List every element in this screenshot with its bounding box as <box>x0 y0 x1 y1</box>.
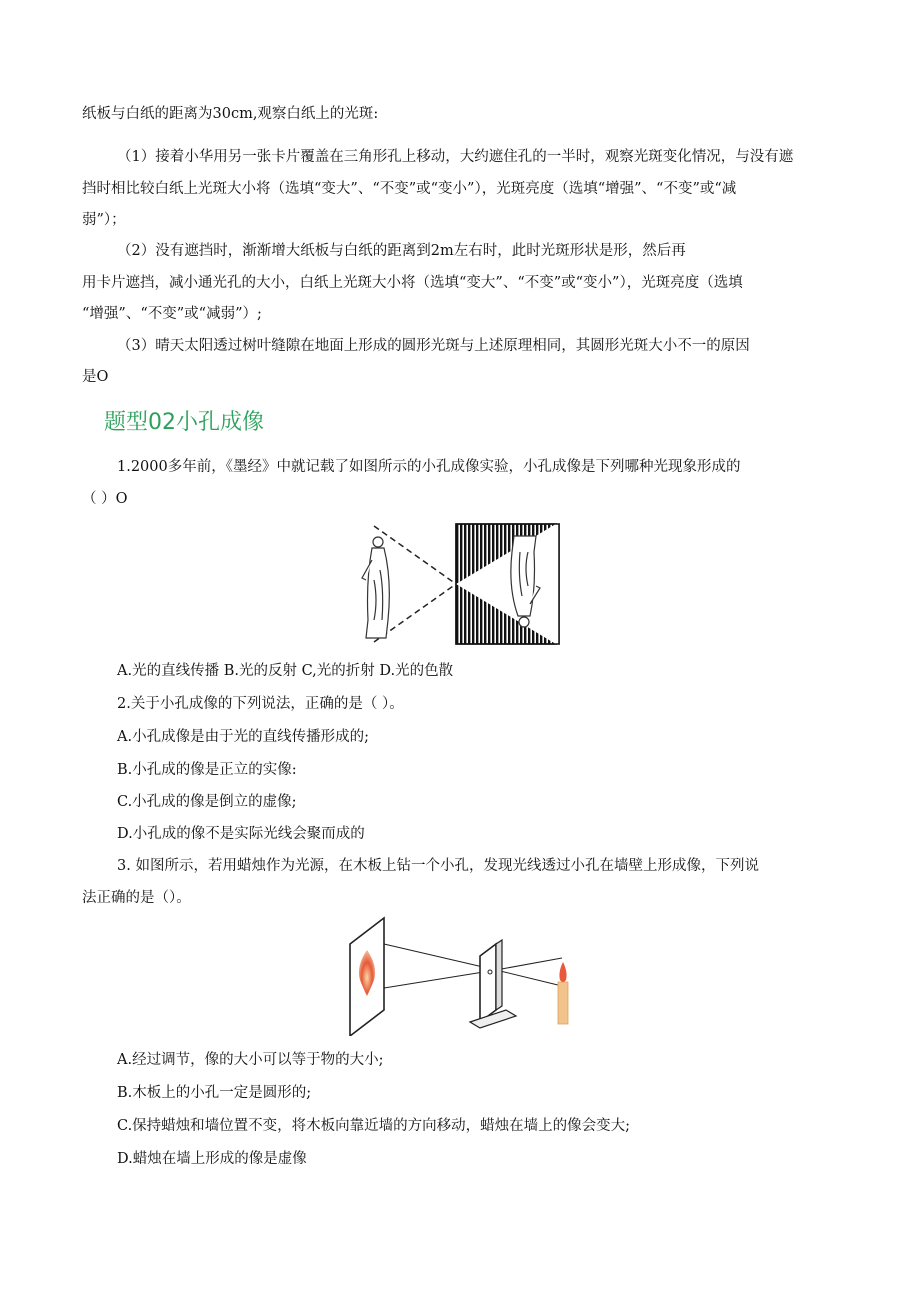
q3-option-d: D.蜡烛在墙上形成的像是虚像 <box>117 1151 307 1167</box>
q1-stem-line-1: 1.2000多年前，《墨经》中就记载了如图所示的小孔成像实验，小孔成像是下列哪种光现象形成的 <box>117 459 741 475</box>
q3-option-c: C.保持蜡烛和墙位置不变，将木板向靠近墙的方向移动，蜡烛在墙上的像会变大; <box>117 1118 631 1134</box>
section-heading: 题型02小孔成像 <box>104 410 264 435</box>
q2-option-c: C.小孔成的像是倒立的虚像; <box>117 794 297 810</box>
question-part-2-line-1: （2）没有遮挡时，渐渐增大纸板与白纸的距离到2m左右时，此时光斑形状是形，然后再 <box>117 243 686 259</box>
question-part-3-line-2: 是O <box>82 369 109 385</box>
candle-flame-icon <box>559 962 566 982</box>
question-part-1-line-1: （1）接着小华用另一张卡片覆盖在三角形孔上移动，大约遮住孔的一半时，观察光斑变化情况，与没有遮 <box>117 149 794 165</box>
q3-stem-line-2: 法正确的是（）。 <box>82 890 191 906</box>
q3-option-b: B.木板上的小孔一定是圆形的; <box>117 1085 312 1101</box>
candle-icon <box>558 982 568 1024</box>
q1-options: A.光的直线传播 B.光的反射 C,光的折射 D.光的色散 <box>117 663 454 679</box>
question-part-3-line-1: （3）晴天太阳透过树叶缝隙在地面上形成的圆形光斑与上述原理相同，其圆形光斑大小不一的原因 <box>117 338 750 354</box>
question-part-1-line-3: 弱”）； <box>82 212 126 228</box>
pinhole-figure-1 <box>352 520 562 648</box>
q2-option-a: A.小孔成像是由于光的直线传播形成的; <box>117 729 369 745</box>
q2-option-b: B.小孔成的像是正立的实像: <box>117 762 297 778</box>
question-part-2-line-3: “增强”、“不变”或“减弱”）; <box>82 306 262 322</box>
pinhole-icon <box>488 970 492 974</box>
q1-stem-line-2: （ ）O <box>82 491 128 507</box>
pinhole-figure-2 <box>346 914 574 1036</box>
intro-line: 纸板与白纸的距离为30cm,观察白纸上的光斑: <box>82 106 379 122</box>
question-part-2-line-2: 用卡片遮挡，减小通光孔的大小，白纸上光斑大小将（选填“变大”、“不变”或“变小”），光斑亮度（选填 <box>82 275 743 291</box>
q3-stem-line-1: 3. 如图所示，若用蜡烛作为光源，在木板上钻一个小孔，发现光线透过小孔在墙壁上形成像，下列说 <box>117 858 759 874</box>
question-part-1-line-2: 挡时相比较白纸上光斑大小将（选填“变大”、“不变”或“变小”），光斑亮度（选填“增强”、“不变”或“减 <box>82 181 737 197</box>
q3-option-a: A.经过调节，像的大小可以等于物的大小; <box>117 1052 384 1068</box>
q2-option-d: D.小孔成的像不是实际光线会聚而成的 <box>117 826 365 842</box>
q2-stem: 2.关于小孔成像的下列说法，正确的是（ ）。 <box>117 696 404 712</box>
person-icon <box>362 537 389 638</box>
